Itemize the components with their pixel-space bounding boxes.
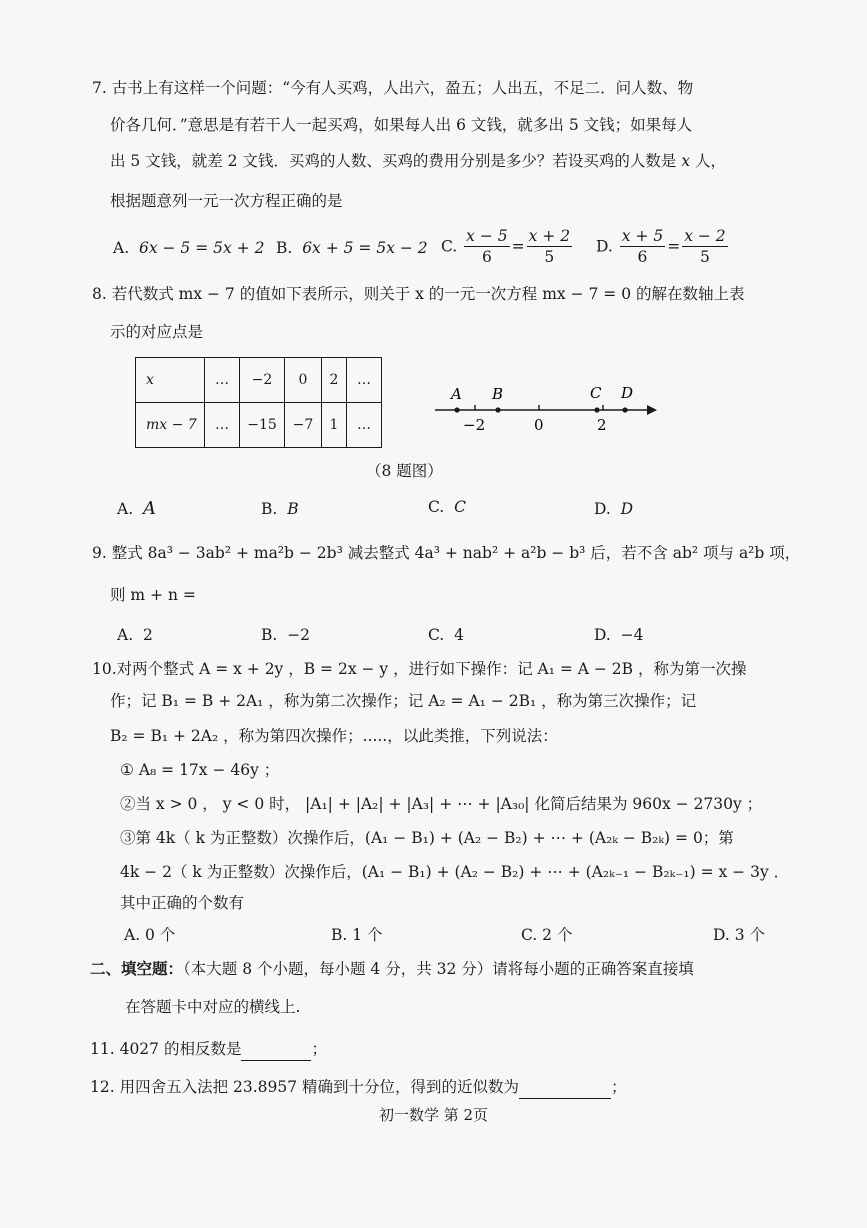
q7-option-d-num2: x − 2 bbox=[684, 227, 726, 245]
table-cell: −2 bbox=[240, 358, 285, 403]
q8-option-d-label: D. bbox=[594, 500, 611, 518]
q10-line3: B₂ = B₁ + 2A₂ ，称为第四次操作；.....，以此类推，下列说法： bbox=[110, 727, 558, 745]
q7-option-c-frac1 bbox=[464, 226, 509, 267]
q9-option-a-text: 2 bbox=[142, 626, 153, 644]
q9-line1: 9. 整式 8a³ − 3ab² + ma²b − 2b³ 减去整式 4a³ + nab² + a²b − b³ 后，若不含 ab² 项与 a²b 项， bbox=[92, 544, 801, 562]
number-line-arrow bbox=[647, 405, 657, 415]
q10-option-b: B. 1 个 bbox=[331, 926, 383, 944]
page-footer: 初一数学 第 2页 bbox=[378, 1106, 489, 1124]
point-c-dot bbox=[594, 407, 599, 412]
table-header-mx-7: mx − 7 bbox=[136, 403, 205, 448]
q7-line3-post: 人， bbox=[690, 152, 727, 170]
q10-line-end: 其中正确的个数有 bbox=[120, 894, 245, 912]
q9-option-b bbox=[261, 624, 310, 646]
q7-option-c-num1: x − 5 bbox=[466, 227, 508, 245]
q10-option-d: D. 3 个 bbox=[713, 926, 766, 944]
point-d-dot bbox=[622, 407, 627, 412]
q7-option-d-num1: x + 5 bbox=[621, 227, 664, 245]
q8-option-b-text: B bbox=[287, 500, 299, 518]
section2-desc1: （本大题 8 个小题，每小题 4 分，共 32 分）请将每小题的正确答案直接填 bbox=[183, 960, 694, 978]
q7-option-c-label: C. bbox=[441, 237, 458, 256]
q7-option-c-den2: 5 bbox=[544, 248, 555, 266]
q7-option-c: C. $\frac{x - 5}{6}$ = $\frac{x + 2}{5}$ bbox=[441, 227, 571, 266]
q10-option-a: A. 0 个 bbox=[124, 926, 176, 944]
q10-statement-3b: 4k − 2（ k 为正整数）次操作后，(A₁ − B₁) + (A₂ − B₂) + ⋯ + (A₂ₖ₋₁ − B₂ₖ₋₁) = x − 3y ． bbox=[120, 863, 790, 881]
q8-option-d bbox=[594, 498, 633, 520]
number-line bbox=[425, 375, 670, 440]
q7-option-c-den1: 6 bbox=[481, 248, 492, 266]
q7-option-a bbox=[113, 237, 264, 259]
q8-option-c bbox=[428, 496, 466, 518]
q8-option-a-text: A bbox=[142, 498, 156, 519]
q12-text: 12. 用四舍五入法把 23.8957 精确到十分位，得到的近似数为 bbox=[90, 1078, 520, 1096]
section2-header bbox=[90, 958, 694, 980]
q8-option-d-text: D bbox=[620, 500, 634, 518]
q7-option-c-frac2 bbox=[527, 226, 572, 267]
q7-option-b bbox=[276, 237, 428, 259]
q11-text: 11. 4027 的相反数是 bbox=[90, 1040, 242, 1058]
q7-line3-pre: 出 5 文钱，就差 2 文钱．买鸡的人数、买鸡的费用分别是多少？若设买鸡的人数是 bbox=[110, 152, 682, 170]
point-a-dot bbox=[454, 407, 459, 412]
q7-option-d-frac1 bbox=[620, 226, 665, 267]
table-cell: … bbox=[347, 403, 382, 448]
tick-label-2: 2 bbox=[597, 416, 607, 434]
q7-line4: 根据题意列一元一次方程正确的是 bbox=[110, 192, 343, 210]
table-cell: −15 bbox=[240, 403, 285, 448]
section2-desc2: 在答题卡中对应的横线上. bbox=[125, 998, 301, 1016]
q10-line1: 10.对两个整式 A = x + 2y ，B = 2x − y ，进行如下操作：记 A₁ = A − 2B ，称为第一次操 bbox=[92, 660, 747, 678]
q7-option-a-text: 6x − 5 = 5x + 2 bbox=[138, 239, 265, 257]
q7-option-b-label: B. bbox=[276, 239, 293, 257]
q8-option-a-label: A. bbox=[117, 500, 134, 518]
q7-option-d-label: D. bbox=[596, 237, 613, 256]
table-header-x: x bbox=[136, 358, 205, 403]
table-row bbox=[136, 358, 382, 403]
q9-option-b-label: B. bbox=[261, 626, 278, 644]
q7-option-d: D. $\frac{x + 5}{6}$ = $\frac{x - 2}{5}$ bbox=[596, 227, 726, 266]
q8-option-b-label: B. bbox=[261, 500, 278, 518]
q9-option-a bbox=[117, 624, 153, 646]
q12-line bbox=[90, 1076, 627, 1099]
q12-answer-blank[interactable] bbox=[519, 1076, 611, 1099]
table-cell: −7 bbox=[285, 403, 322, 448]
q9-option-d-label: D. bbox=[594, 626, 611, 644]
q9-option-d bbox=[594, 624, 644, 646]
q12-end: ； bbox=[611, 1078, 627, 1096]
q10-statement-3a: ③第 4k（ k 为正整数）次操作后，(A₁ − B₁) + (A₂ − B₂) + ⋯ + (A₂ₖ − B₂ₖ) = 0；第 bbox=[120, 829, 734, 847]
q9-option-c bbox=[428, 624, 464, 646]
table-cell: … bbox=[205, 358, 240, 403]
tick-label-0: 0 bbox=[534, 416, 544, 434]
q8-option-c-label: C. bbox=[428, 498, 445, 516]
q10-statement-1: ① A₈ = 17x − 46y ； bbox=[120, 761, 280, 779]
table-cell: … bbox=[347, 358, 382, 403]
q9-option-c-text: 4 bbox=[454, 626, 464, 644]
q7-option-d-den2: 5 bbox=[699, 248, 710, 266]
q7-option-a-label: A. bbox=[113, 239, 130, 257]
q10-line2: 作；记 B₁ = B + 2A₁ ，称为第二次操作；记 A₂ = A₁ − 2B₁ ，称为第三次操作；记 bbox=[110, 692, 697, 710]
q7-option-c-num2: x + 2 bbox=[528, 227, 571, 245]
q8-value-table bbox=[135, 357, 382, 448]
q7-line3 bbox=[110, 150, 726, 172]
q8-caption: （8 题图） bbox=[366, 462, 443, 480]
q8-option-a bbox=[117, 498, 156, 520]
q11-line bbox=[90, 1038, 327, 1061]
q7-option-d-frac2 bbox=[682, 226, 727, 267]
q7-line1: 7. 古书上有这样一个问题：“今有人买鸡，人出六，盈五；人出五，不足二．问人数、物 bbox=[92, 79, 694, 97]
point-a-label: A bbox=[451, 385, 462, 403]
point-d-label: D bbox=[621, 384, 634, 402]
q7-option-d-den1: 6 bbox=[637, 248, 648, 266]
table-cell: … bbox=[205, 403, 240, 448]
point-b-label: B bbox=[492, 385, 504, 403]
q9-option-c-label: C. bbox=[428, 626, 445, 644]
q8-line1: 8. 若代数式 mx − 7 的值如下表所示，则关于 x 的一元一次方程 mx − 7 = 0 的解在数轴上表 bbox=[92, 285, 745, 303]
point-b-dot bbox=[495, 407, 500, 412]
q11-end: ； bbox=[311, 1040, 327, 1058]
q8-option-b bbox=[261, 498, 299, 520]
q7-line2: 价各几何．”意思是有若干人一起买鸡，如果每人出 6 文钱，就多出 5 文钱；如果每人 bbox=[110, 116, 693, 134]
q8-line2: 示的对应点是 bbox=[110, 323, 204, 341]
q10-option-c: C. 2 个 bbox=[521, 926, 573, 944]
tick-label-neg2: −2 bbox=[463, 416, 486, 434]
table-cell: 1 bbox=[322, 403, 347, 448]
q7-option-b-text: 6x + 5 = 5x − 2 bbox=[302, 239, 428, 257]
q8-option-c-text: C bbox=[454, 498, 466, 516]
q11-answer-blank[interactable] bbox=[241, 1038, 311, 1061]
q9-option-a-label: A. bbox=[117, 626, 134, 644]
q9-option-b-text: −2 bbox=[287, 626, 311, 644]
q9-line2: 则 m + n = bbox=[110, 586, 196, 604]
q10-statement-2: ②当 x > 0 ， y < 0 时， |A₁| + |A₂| + |A₃| + ⋯ + |A₃₀| 化简后结果为 960x − 2730y ； bbox=[120, 795, 763, 813]
table-cell: 0 bbox=[285, 358, 322, 403]
table-row bbox=[136, 403, 382, 448]
section2-title: 二、填空题： bbox=[90, 960, 184, 978]
table-cell: 2 bbox=[322, 358, 347, 403]
point-c-label: C bbox=[590, 384, 602, 402]
q9-option-d-text: −4 bbox=[620, 626, 644, 644]
q7-line3-var: x bbox=[681, 152, 691, 170]
